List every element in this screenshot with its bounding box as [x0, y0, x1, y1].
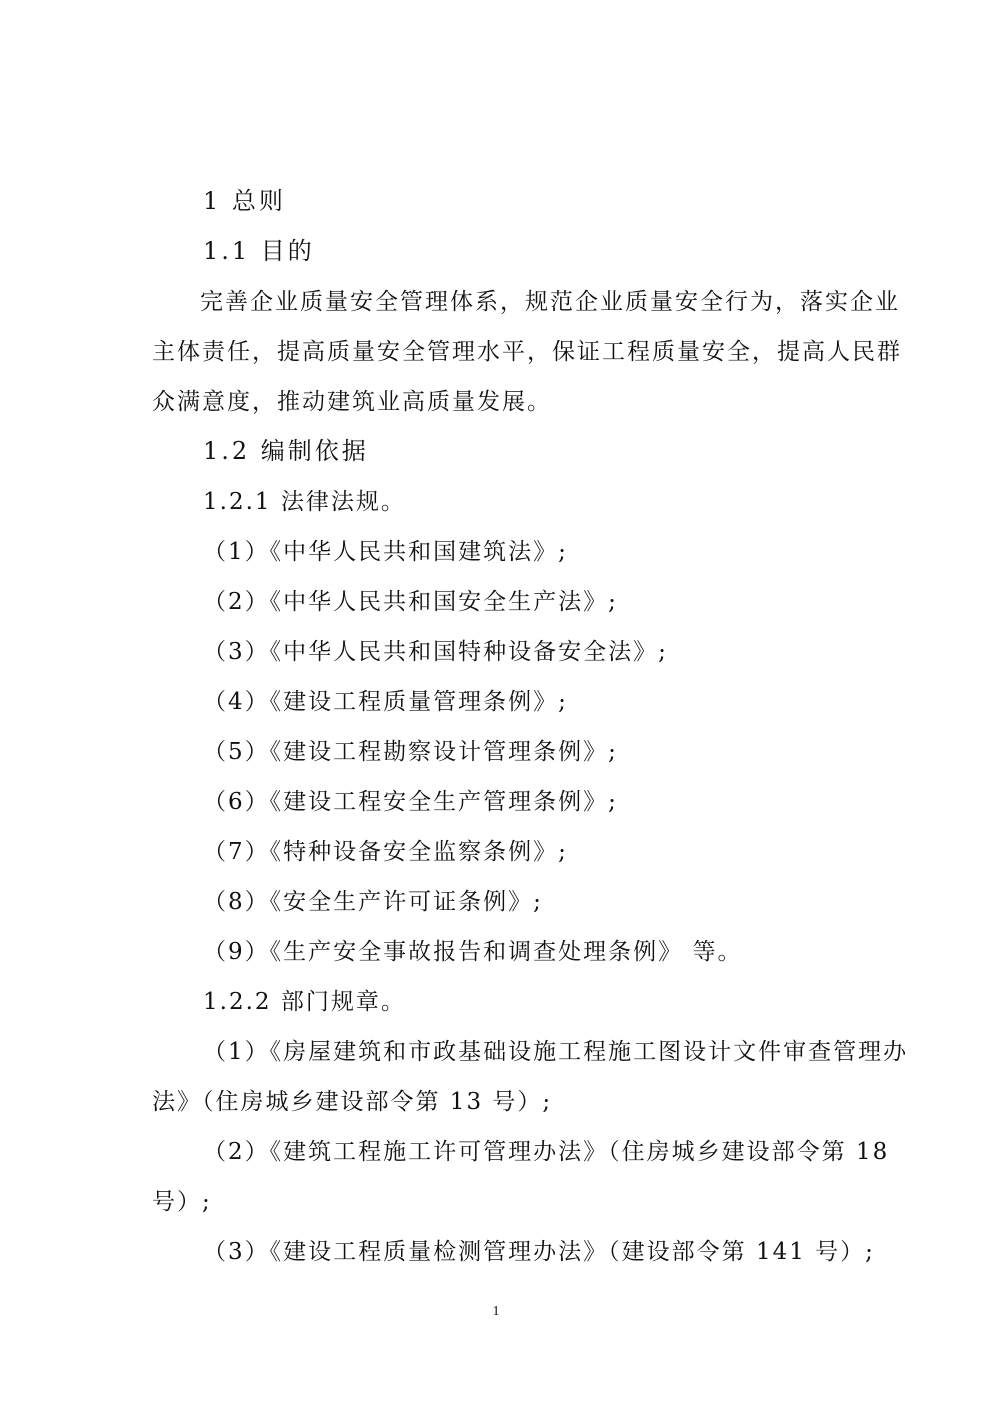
- law-list-item: （8）《安全生产许可证条例》;: [203, 889, 543, 915]
- law-list-item: （2）《中华人民共和国安全生产法》;: [203, 589, 618, 615]
- law-list-item: （1）《中华人民共和国建筑法》;: [203, 539, 568, 565]
- law-list-item: （3）《中华人民共和国特种设备安全法》;: [203, 639, 668, 665]
- purpose-paragraph-line: 主体责任，提高质量安全管理水平，保证工程质量安全，提高人民群: [152, 339, 902, 365]
- subsection-heading-laws: 1.2.1 法律法规。: [203, 489, 406, 515]
- regulation-list-item: （3）《建设工程质量检测管理办法》（建设部令第 141 号）;: [203, 1239, 875, 1265]
- page-number: 1: [492, 1304, 500, 1319]
- law-list-item: （5）《建设工程勘察设计管理条例》;: [203, 739, 618, 765]
- purpose-paragraph-line: 完善企业质量安全管理体系，规范企业质量安全行为，落实企业: [200, 289, 900, 315]
- law-list-item: （4）《建设工程质量管理条例》;: [203, 689, 568, 715]
- regulation-list-item: （1）《房屋建筑和市政基础设施工程施工图设计文件审查管理办: [203, 1039, 909, 1065]
- section-heading-basis: 1.2 编制依据: [203, 437, 369, 465]
- purpose-paragraph-line: 众满意度，推动建筑业高质量发展。: [152, 389, 552, 415]
- regulation-list-item-continuation: 号）;: [152, 1189, 212, 1215]
- regulation-list-item-continuation: 法》（住房城乡建设部令第 13 号）;: [152, 1089, 553, 1115]
- section-heading-general: 1 总则: [203, 187, 286, 215]
- subsection-heading-regulations: 1.2.2 部门规章。: [203, 989, 406, 1015]
- law-list-item: （7）《特种设备安全监察条例》;: [203, 839, 568, 865]
- law-list-item: （6）《建设工程安全生产管理条例》;: [203, 789, 618, 815]
- law-list-item: （9）《生产安全事故报告和调查处理条例》 等。: [203, 939, 743, 965]
- regulation-list-item: （2）《建筑工程施工许可管理办法》（住房城乡建设部令第 18: [203, 1139, 890, 1165]
- section-heading-purpose: 1.1 目的: [203, 237, 315, 265]
